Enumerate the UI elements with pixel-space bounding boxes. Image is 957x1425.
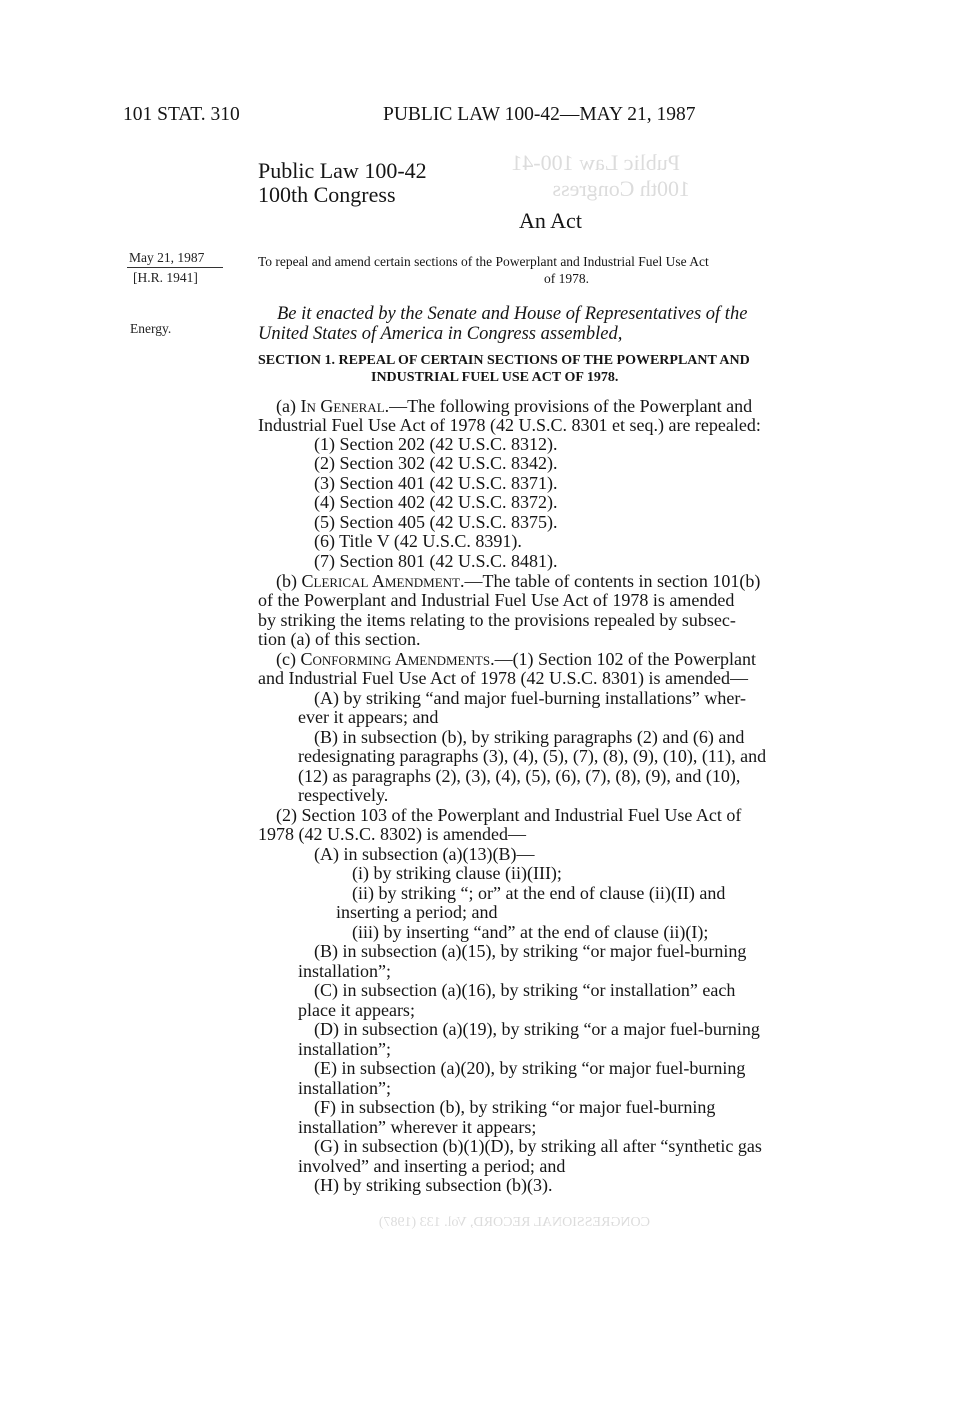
clause-H: (H) by striking subsection (b)(3).: [314, 1175, 553, 1195]
subsection-a-line-1: (a) In General.—The following provisions of the Powerplant and: [276, 396, 753, 416]
clause-D-line-2: installation”;: [298, 1039, 391, 1059]
clause-iii: (iii) by inserting “and” at the end of clause (ii)(I);: [352, 922, 709, 942]
list-item: (1) Section 202 (42 U.S.C. 8312).: [314, 434, 558, 454]
paragraph-2-line-2: 1978 (42 U.S.C. 8302) is amended—: [258, 824, 526, 844]
subsection-c-line-2: and Industrial Fuel Use Act of 1978 (42 U.S.C. 8301) is amended—: [258, 668, 748, 688]
clause-G-line-1: (G) in subsection (b)(1)(D), by striking all after “synthetic gas: [314, 1136, 762, 1156]
enacting-clause-line-2: United States of America in Congress assembled,: [258, 324, 623, 344]
paragraph-2-line-1: (2) Section 103 of the Powerplant and Industrial Fuel Use Act of: [276, 805, 742, 825]
subsection-b-line-2: of the Powerplant and Industrial Fuel Use Act of 1978 is amended: [258, 590, 735, 610]
purpose-line-2: of 1978.: [544, 271, 589, 286]
clause-A: (A) in subsection (a)(13)(B)—: [314, 844, 535, 864]
clause-G-line-2: involved” and inserting a period; and: [298, 1156, 566, 1176]
clause-D-line-1: (D) in subsection (a)(19), by striking “or a major fuel-burning: [314, 1019, 760, 1039]
list-item: (7) Section 801 (42 U.S.C. 8481).: [314, 551, 558, 571]
list-item: (6) Title V (42 U.S.C. 8391).: [314, 531, 522, 551]
page-reference: 101 STAT. 310: [123, 104, 240, 125]
subsection-b-line-3: by striking the items relating to the provisions repealed by subsec-: [258, 610, 736, 630]
bleed-through-text-2: 100th Congress: [552, 176, 690, 201]
section-heading-line-1: SECTION 1. REPEAL OF CERTAIN SECTIONS OF THE POWERPLANT AND: [258, 353, 750, 368]
law-number: Public Law 100-42: [258, 158, 427, 183]
clause-B-line-3: (12) as paragraphs (2), (3), (4), (5), (6), (7), (8), (9), and (10),: [298, 766, 741, 786]
section-heading-line-2: INDUSTRIAL FUEL USE ACT OF 1978.: [371, 370, 619, 385]
clause-B2-line-1: (B) in subsection (a)(15), by striking “or major fuel-burning: [314, 941, 747, 961]
subsection-a-heading: In General: [300, 396, 385, 416]
enacting-clause-line-1: Be it enacted by the Senate and House of Representatives of the: [277, 304, 748, 324]
bleed-through-text: Public Law 100-41: [511, 150, 680, 175]
clause-C-line-1: (C) in subsection (a)(16), by striking “or installation” each: [314, 980, 736, 1000]
subsection-b-line-1: (b) Clerical Amendment.—The table of contents in section 101(b): [276, 571, 761, 591]
clause-A-line-2: ever it appears; and: [298, 707, 439, 727]
clause-E-line-2: installation”;: [298, 1078, 391, 1098]
list-item: (2) Section 302 (42 U.S.C. 8342).: [314, 453, 558, 473]
clause-ii-line-2: inserting a period; and: [336, 902, 498, 922]
running-head: PUBLIC LAW 100-42—MAY 21, 1987: [383, 104, 696, 125]
clause-i: (i) by striking clause (ii)(III);: [352, 863, 562, 883]
subsection-b-heading: Clerical Amendment: [301, 571, 460, 591]
clause-ii-line-1: (ii) by striking “; or” at the end of clause (ii)(II) and: [352, 883, 726, 903]
bleed-through-text-3: CONGRESSIONAL RECORD, Vol. 133 (1987): [378, 1215, 650, 1230]
clause-B-line-2: redesignating paragraphs (3), (4), (5), (7), (8), (9), (10), (11), and: [298, 746, 767, 766]
enactment-date: May 21, 1987: [129, 250, 205, 265]
congress-number: 100th Congress: [258, 182, 396, 207]
subsection-b-line-4: tion (a) of this section.: [258, 629, 421, 649]
list-item: (5) Section 405 (42 U.S.C. 8375).: [314, 512, 558, 532]
clause-E-line-1: (E) in subsection (a)(20), by striking “or major fuel-burning: [314, 1058, 746, 1078]
list-item: (3) Section 401 (42 U.S.C. 8371).: [314, 473, 558, 493]
sidenote-rule: [127, 267, 223, 268]
subject-note: Energy.: [130, 321, 172, 336]
subsection-a-line-2: Industrial Fuel Use Act of 1978 (42 U.S.C. 8301 et seq.) are repealed:: [258, 415, 761, 435]
subsection-c-heading: Conforming Amendments: [300, 649, 491, 669]
clause-F-line-1: (F) in subsection (b), by striking “or major fuel-burning: [314, 1097, 716, 1117]
clause-B2-line-2: installation”;: [298, 961, 391, 981]
list-item: (4) Section 402 (42 U.S.C. 8372).: [314, 492, 558, 512]
bill-number: [H.R. 1941]: [133, 270, 198, 285]
purpose-line-1: To repeal and amend certain sections of the Powerplant and Industrial Fuel Use Act: [258, 254, 709, 269]
clause-A-line-1: (A) by striking “and major fuel-burning installations” wher-: [314, 688, 747, 708]
act-heading: An Act: [519, 208, 582, 233]
clause-B-line-4: respectively.: [298, 785, 389, 805]
clause-B-line-1: (B) in subsection (b), by striking paragraphs (2) and (6) and: [314, 727, 745, 747]
clause-F-line-2: installation” wherever it appears;: [298, 1117, 537, 1137]
clause-C-line-2: place it appears;: [298, 1000, 415, 1020]
subsection-c-line-1: (c) Conforming Amendments.—(1) Section 102 of the Powerplant: [276, 649, 757, 669]
